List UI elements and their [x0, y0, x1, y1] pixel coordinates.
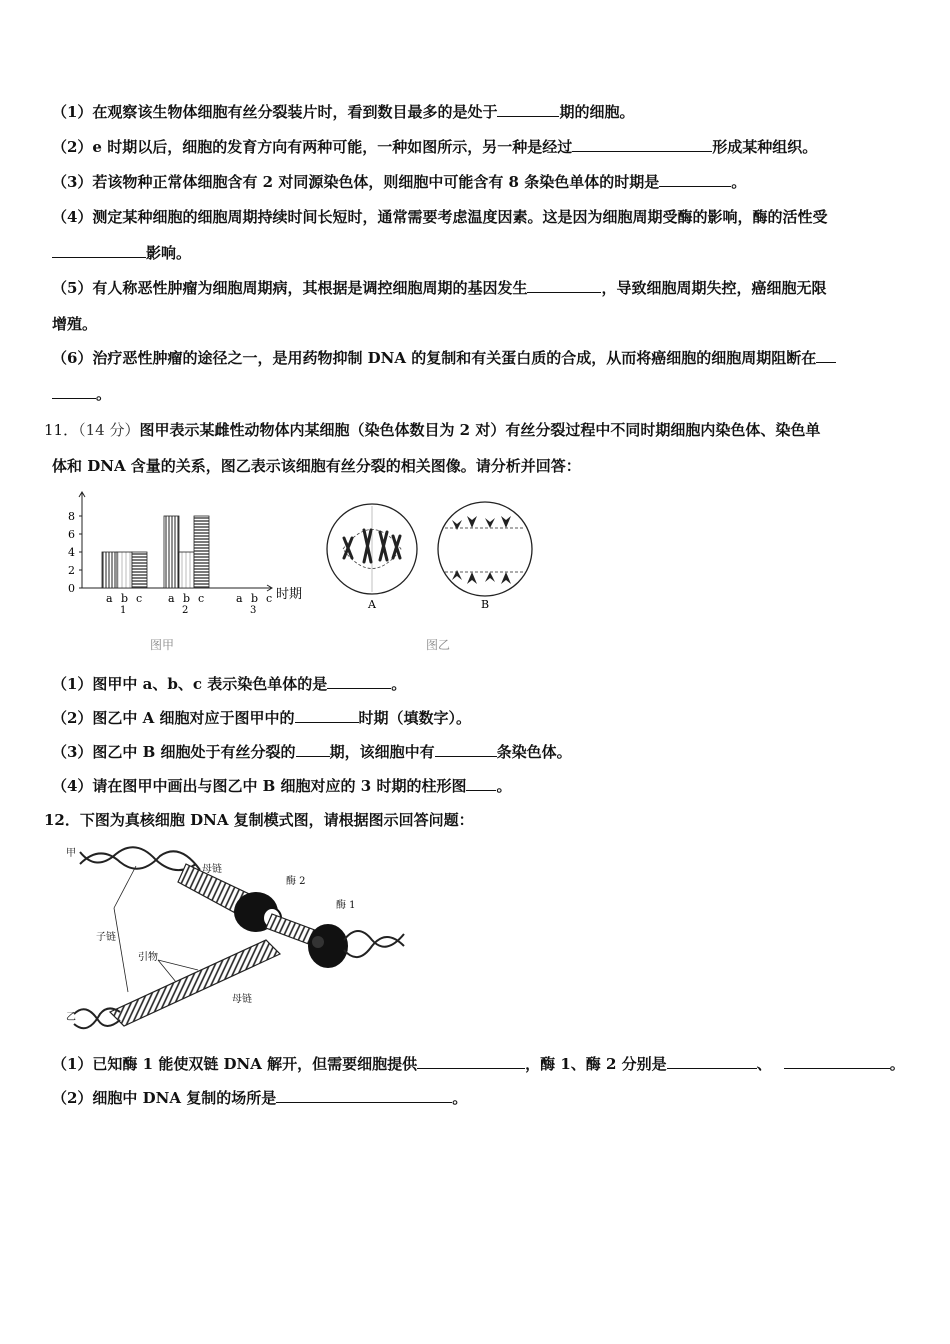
series-label: c [266, 592, 273, 605]
q10-1-text: （1）在观察该生物体细胞有丝分裂装片时，看到数目最多的是处于 [52, 103, 498, 121]
answer-blank[interactable] [295, 708, 359, 723]
enzyme-1-icon [308, 924, 348, 968]
q10-6-text: （6）治疗恶性肿瘤的途径之一，是用药物抑制 DNA 的复制和有关蛋白质的合成，从而将癌细胞的细胞周期阻断在 [52, 349, 817, 367]
q12-stem-text: 12．下图为真核细胞 DNA 复制模式图，请根据图示回答问题： [44, 811, 474, 829]
y-tick-label: 8 [68, 510, 75, 523]
q10-3-text: （3）若该物种正常体细胞含有 2 对同源染色体，则细胞中可能含有 8 条染色单体的时期是 [52, 173, 660, 191]
series-label: a [106, 592, 113, 605]
answer-blank[interactable] [52, 384, 96, 399]
q11-stem-2: 体和 DNA 含量的关系，图乙表示该细胞有丝分裂的相关图像。请分析并回答： [52, 457, 581, 475]
q11-3-tail: 条染色体。 [496, 743, 572, 761]
figure-yi-cells [325, 500, 545, 620]
series-label: c [198, 592, 205, 605]
group-label: 2 [182, 605, 189, 616]
q10-4-text: （4）测定某种细胞的细胞周期持续时间长短时，通常需要考虑温度因素。这是因为细胞周期受酶的影响，酶的活性受 [52, 208, 828, 226]
q10-3-tail: 。 [731, 173, 747, 191]
series-label: b [251, 592, 259, 605]
answer-blank[interactable] [276, 1088, 452, 1103]
label-mei2: 酶 2 [286, 876, 306, 887]
label-mulian-bottom: 母链 [232, 994, 252, 1005]
q11-stem-line2 [52, 456, 581, 476]
series-label: a [236, 592, 243, 605]
answer-blank[interactable] [572, 137, 712, 152]
answer-blank[interactable] [52, 243, 146, 258]
q11-3-text: （3）图乙中 B 细胞处于有丝分裂的 [52, 743, 296, 761]
q10-1-tail: 期的细胞。 [559, 103, 635, 121]
q12-stem [44, 810, 474, 830]
answer-blank[interactable] [466, 776, 496, 791]
q12-1-tail: 。 [889, 1055, 905, 1073]
cell-b-label: B [481, 598, 490, 611]
q10-5a [52, 278, 826, 298]
q12-2 [52, 1088, 467, 1108]
bar-b-2 [179, 552, 194, 588]
bar-a-2 [164, 516, 179, 588]
bar-b-1 [117, 552, 132, 588]
figure-dna-replication [66, 842, 410, 1034]
q10-5-mid: ，导致细胞周期失控，癌细胞无限 [601, 279, 827, 297]
q10-4b [52, 243, 191, 263]
q10-6-tail: 。 [96, 385, 112, 403]
q12-2-text: （2）细胞中 DNA 复制的场所是 [52, 1089, 277, 1107]
q11-1 [52, 674, 406, 694]
y-tick-label: 6 [68, 528, 75, 541]
q12-1-text: （1）已知酶 1 能使双链 DNA 解开，但需要细胞提供 [52, 1055, 418, 1073]
q11-number: 11． [44, 421, 79, 439]
label-zilian: 子链 [96, 932, 116, 943]
y-tick-label: 4 [68, 546, 75, 559]
q11-4-text: （4）请在图甲中画出与图乙中 B 细胞对应的 3 时期的柱形图 [52, 777, 467, 795]
q11-stem: 图甲表示某雌性动物体内某细胞（染色体数目为 2 对）有丝分裂过程中不同时期细胞内染色体、染色单 [139, 421, 821, 439]
series-label: c [136, 592, 143, 605]
bar-c-2 [194, 516, 209, 588]
q10-5-tail: 增殖。 [52, 315, 98, 333]
q10-5b [52, 314, 97, 334]
group-label: 3 [250, 605, 257, 616]
q11-2 [52, 708, 471, 728]
q11-2-text: （2）图乙中 A 细胞对应于图甲中的 [52, 709, 295, 727]
q12-1-sep: 、 [756, 1055, 772, 1073]
q11-1-text: （1）图甲中 a、b、c 表示染色单体的是 [52, 675, 328, 693]
x-axis-label: 时期 [276, 587, 303, 602]
q12-2-tail: 。 [452, 1089, 468, 1107]
q11-2-tail: 时期（填数字）。 [358, 709, 472, 727]
cell-a-icon [327, 504, 417, 594]
q11-4 [52, 776, 511, 796]
q11-1-tail: 。 [391, 675, 407, 693]
q10-4a [52, 207, 827, 227]
answer-blank[interactable] [435, 742, 497, 757]
q12-1 [52, 1054, 905, 1074]
bar-c-1 [132, 552, 147, 588]
answer-blank[interactable] [667, 1054, 757, 1069]
q11-3 [52, 742, 572, 762]
q11-4-tail: 。 [496, 777, 512, 795]
q10-6a [52, 348, 836, 368]
y-tick-label: 2 [68, 564, 75, 577]
answer-blank[interactable] [659, 172, 731, 187]
bar-a-1 [102, 552, 117, 588]
q11-score: （14 分） [78, 421, 140, 439]
q10-6b [52, 384, 111, 404]
q10-1 [52, 102, 634, 122]
answer-blank[interactable] [296, 742, 330, 757]
figure-jia-bar-chart [60, 484, 320, 634]
q10-4-tail: 影响。 [146, 244, 192, 262]
answer-blank[interactable] [816, 348, 836, 363]
y-tick-label: 0 [68, 582, 75, 595]
cell-b-icon [438, 502, 532, 596]
q10-2-text: （2）e 时期以后，细胞的发育方向有两种可能，一种如图所示，另一种是经过 [52, 138, 573, 156]
label-yinwu: 引物 [138, 952, 158, 963]
label-yi: 乙 [66, 1012, 76, 1023]
answer-blank[interactable] [527, 278, 601, 293]
q11-3-mid: 期，该细胞中有 [329, 743, 435, 761]
q10-5-text: （5）有人称恶性肿瘤为细胞周期病，其根据是调控细胞周期的基因发生 [52, 279, 528, 297]
series-label: b [121, 592, 129, 605]
label-mulian-top: 母链 [202, 864, 222, 875]
cell-a-label: A [368, 598, 376, 611]
answer-blank[interactable] [497, 102, 559, 117]
q10-3 [52, 172, 746, 192]
series-label: b [183, 592, 191, 605]
group-label: 1 [120, 605, 127, 616]
answer-blank[interactable] [784, 1054, 890, 1069]
series-label: a [168, 592, 175, 605]
figure-jia-caption: 图甲 [150, 638, 175, 652]
q10-2-tail: 形成某种组织。 [712, 138, 818, 156]
label-mei1: 酶 1 [336, 900, 356, 911]
q12-1-mid: ，酶 1、酶 2 分别是 [525, 1055, 667, 1073]
answer-blank[interactable] [327, 674, 391, 689]
q11-stem-line1 [44, 420, 820, 440]
label-jia: 甲 [66, 848, 76, 859]
figure-yi-caption: 图乙 [426, 638, 451, 652]
answer-blank[interactable] [417, 1054, 525, 1069]
q10-2 [52, 137, 817, 157]
